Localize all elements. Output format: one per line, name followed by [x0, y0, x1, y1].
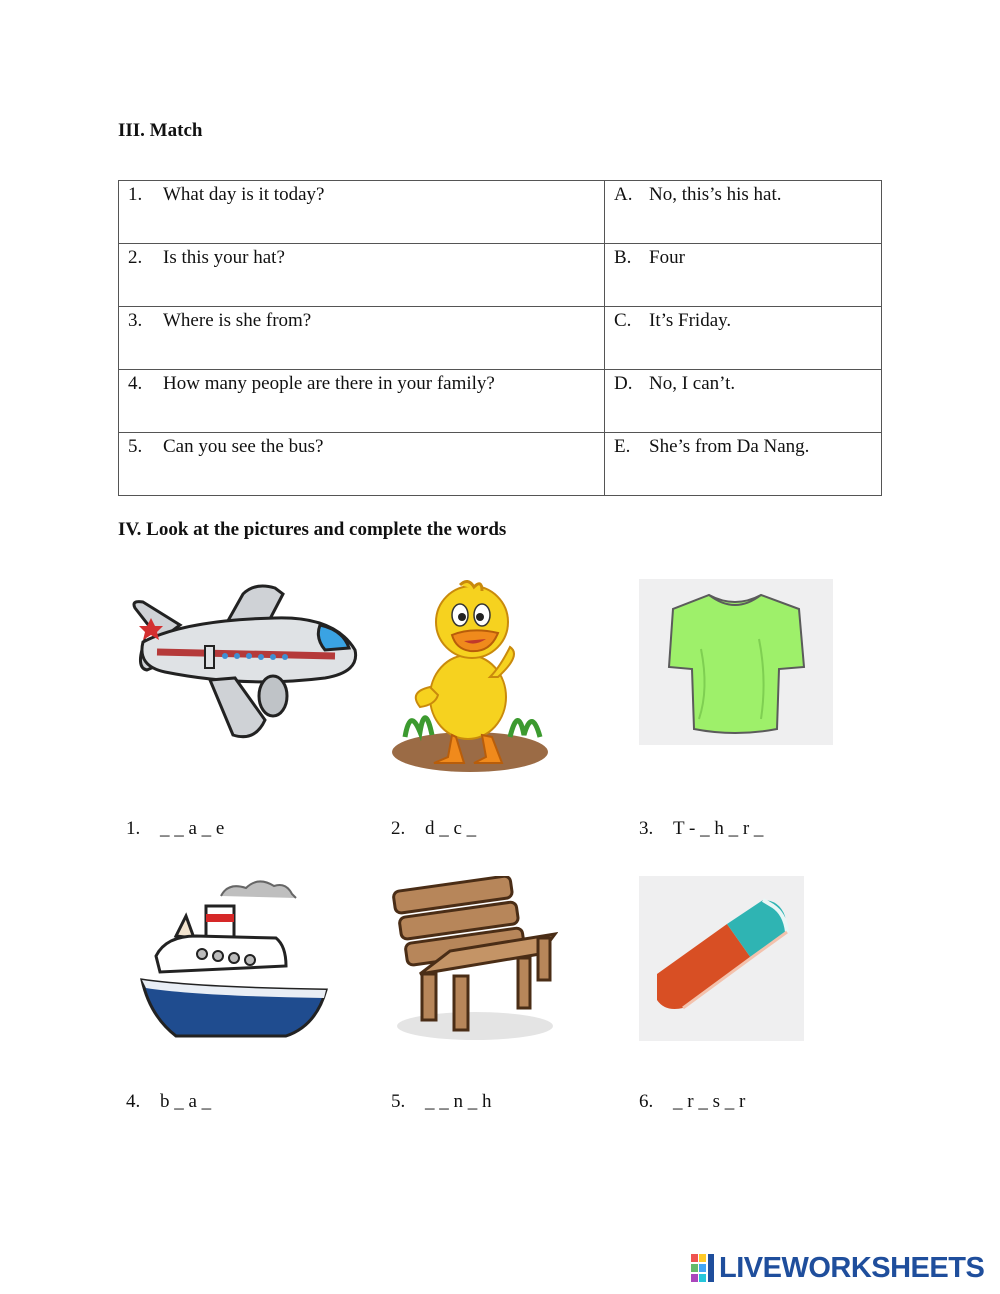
word-pattern: T - _ h _ r _	[673, 818, 764, 839]
eraser-icon	[639, 876, 804, 1041]
answer-text: She’s from Da Nang.	[649, 436, 810, 457]
question-text: Can you see the bus?	[163, 436, 324, 457]
answer-text: No, I can’t.	[649, 373, 736, 394]
boat-icon	[136, 876, 330, 1042]
item-number: 6.	[639, 1091, 654, 1112]
table-row	[119, 433, 882, 496]
answer-text: No, this’s his hat.	[649, 184, 782, 205]
question-text: How many people are there in your family?	[163, 373, 495, 394]
answer-letter: D.	[614, 373, 633, 394]
answer-text: Four	[649, 247, 685, 268]
word-pattern: _ r _ s _ r	[673, 1091, 746, 1112]
item-number: 4.	[126, 1091, 141, 1112]
question-number: 1.	[128, 184, 143, 205]
word-pattern: _ _ n _ h	[425, 1091, 492, 1112]
question-number: 2.	[128, 247, 143, 268]
item-number: 2.	[391, 818, 406, 839]
section-4-title: IV. Look at the pictures and complete the words	[118, 519, 507, 540]
question-number: 3.	[128, 310, 143, 331]
word-pattern: _ _ a _ e	[160, 818, 225, 839]
word-pattern: d _ c _	[425, 818, 477, 839]
table-row	[119, 244, 882, 307]
table-row	[119, 370, 882, 433]
question-number: 4.	[128, 373, 143, 394]
logo-mark-icon	[691, 1254, 715, 1282]
question-text: What day is it today?	[163, 184, 325, 205]
table-row	[119, 181, 882, 244]
answer-letter: C.	[614, 310, 632, 331]
answer-letter: E.	[614, 436, 631, 457]
answer-letter: B.	[614, 247, 632, 268]
item-number: 3.	[639, 818, 654, 839]
liveworksheets-logo	[691, 1253, 984, 1283]
section-3-title: III. Match	[118, 120, 203, 141]
answer-letter: A.	[614, 184, 633, 205]
logo-text: LIVEWORKSHEETS	[719, 1251, 985, 1284]
bench-icon	[390, 876, 558, 1044]
table-row	[119, 307, 882, 370]
airplane-icon	[125, 580, 365, 745]
duck-icon	[390, 577, 550, 777]
item-number: 5.	[391, 1091, 406, 1112]
question-number: 5.	[128, 436, 143, 457]
question-text: Where is she from?	[163, 310, 312, 331]
item-number: 1.	[126, 818, 141, 839]
word-pattern: b _ a _	[160, 1091, 212, 1112]
match-table	[118, 180, 882, 496]
answer-text: It’s Friday.	[649, 310, 732, 331]
question-text: Is this your hat?	[163, 247, 285, 268]
t-shirt-icon	[639, 579, 833, 745]
